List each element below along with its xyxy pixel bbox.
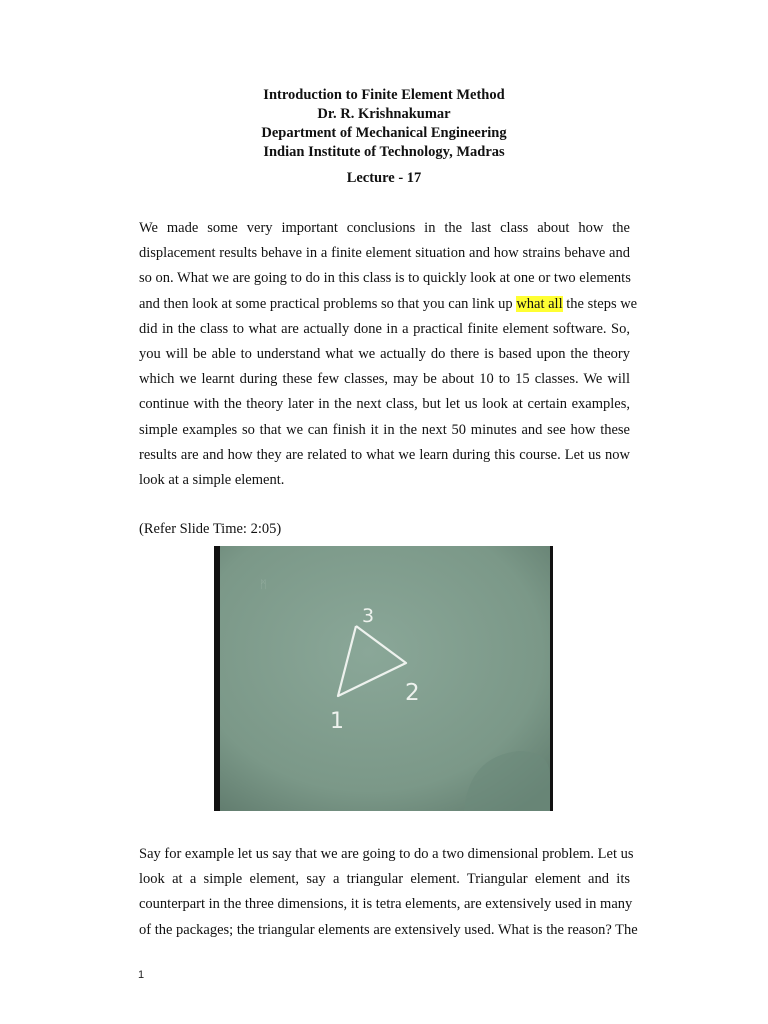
text-line: results are and how they are related to what we learn during this course. Let us now	[139, 446, 630, 463]
slide-reference: (Refer Slide Time: 2:05)	[139, 521, 282, 537]
node-label-2: 2	[405, 680, 420, 706]
text-line: which we learnt during these few classes, may be about 10 to 15 classes. We will	[139, 371, 630, 388]
text-line: look at a simple element.	[139, 471, 285, 488]
department-name: Department of Mechanical Engineering	[261, 125, 507, 141]
text-fragment: and then look at some practical problems so that you can link up	[139, 295, 517, 312]
document-header	[0, 86, 768, 162]
text-line: simple examples so that we can finish it in the next 50 minutes and see how these	[139, 421, 630, 438]
node-label-3: 3	[362, 605, 375, 627]
author-name: Dr. R. Krishnakumar	[317, 106, 451, 122]
svg-text:ᛗ: ᛗ	[260, 578, 267, 591]
text-line: We made some very important conclusions in the last class about how the	[139, 220, 630, 236]
chalkboard-slide-image	[214, 546, 553, 811]
text-line: displacement results behave in a finite element situation and how strains behave and	[139, 245, 630, 262]
text-line: Say for example let us say that we are going to do a two dimensional problem. Let us	[139, 846, 634, 862]
text-line: so on. What we are going to do in this class is to quickly look at one or two elements	[139, 270, 631, 287]
page-number: 1	[138, 969, 145, 981]
text-line: continue with the theory later in the next class, but let us look at certain examples,	[139, 396, 630, 413]
text-line	[139, 292, 638, 317]
text-line: did in the class to what are actually done in a practical finite element software. So,	[139, 320, 630, 337]
paragraph-triangular-elements	[139, 842, 638, 943]
course-title: Introduction to Finite Element Method	[263, 87, 505, 103]
text-line: of the packages; the triangular elements are extensively used. What is the reason? The	[139, 921, 638, 938]
highlighted-text: what all	[516, 295, 563, 312]
paragraph-intro	[139, 216, 638, 493]
text-fragment: the steps we	[562, 295, 638, 312]
text-line: counterpart in the three dimensions, it is tetra elements, are extensively used in many	[139, 896, 633, 913]
text-line: look at a simple element, say a triangular element. Triangular element and its	[139, 871, 630, 888]
institute-name: Indian Institute of Technology, Madras	[263, 144, 505, 160]
text-line: you will be able to understand what we actually do there is based upon the theory	[139, 345, 630, 362]
node-label-1: 1	[330, 709, 344, 734]
lecture-number: Lecture - 17	[346, 170, 422, 186]
